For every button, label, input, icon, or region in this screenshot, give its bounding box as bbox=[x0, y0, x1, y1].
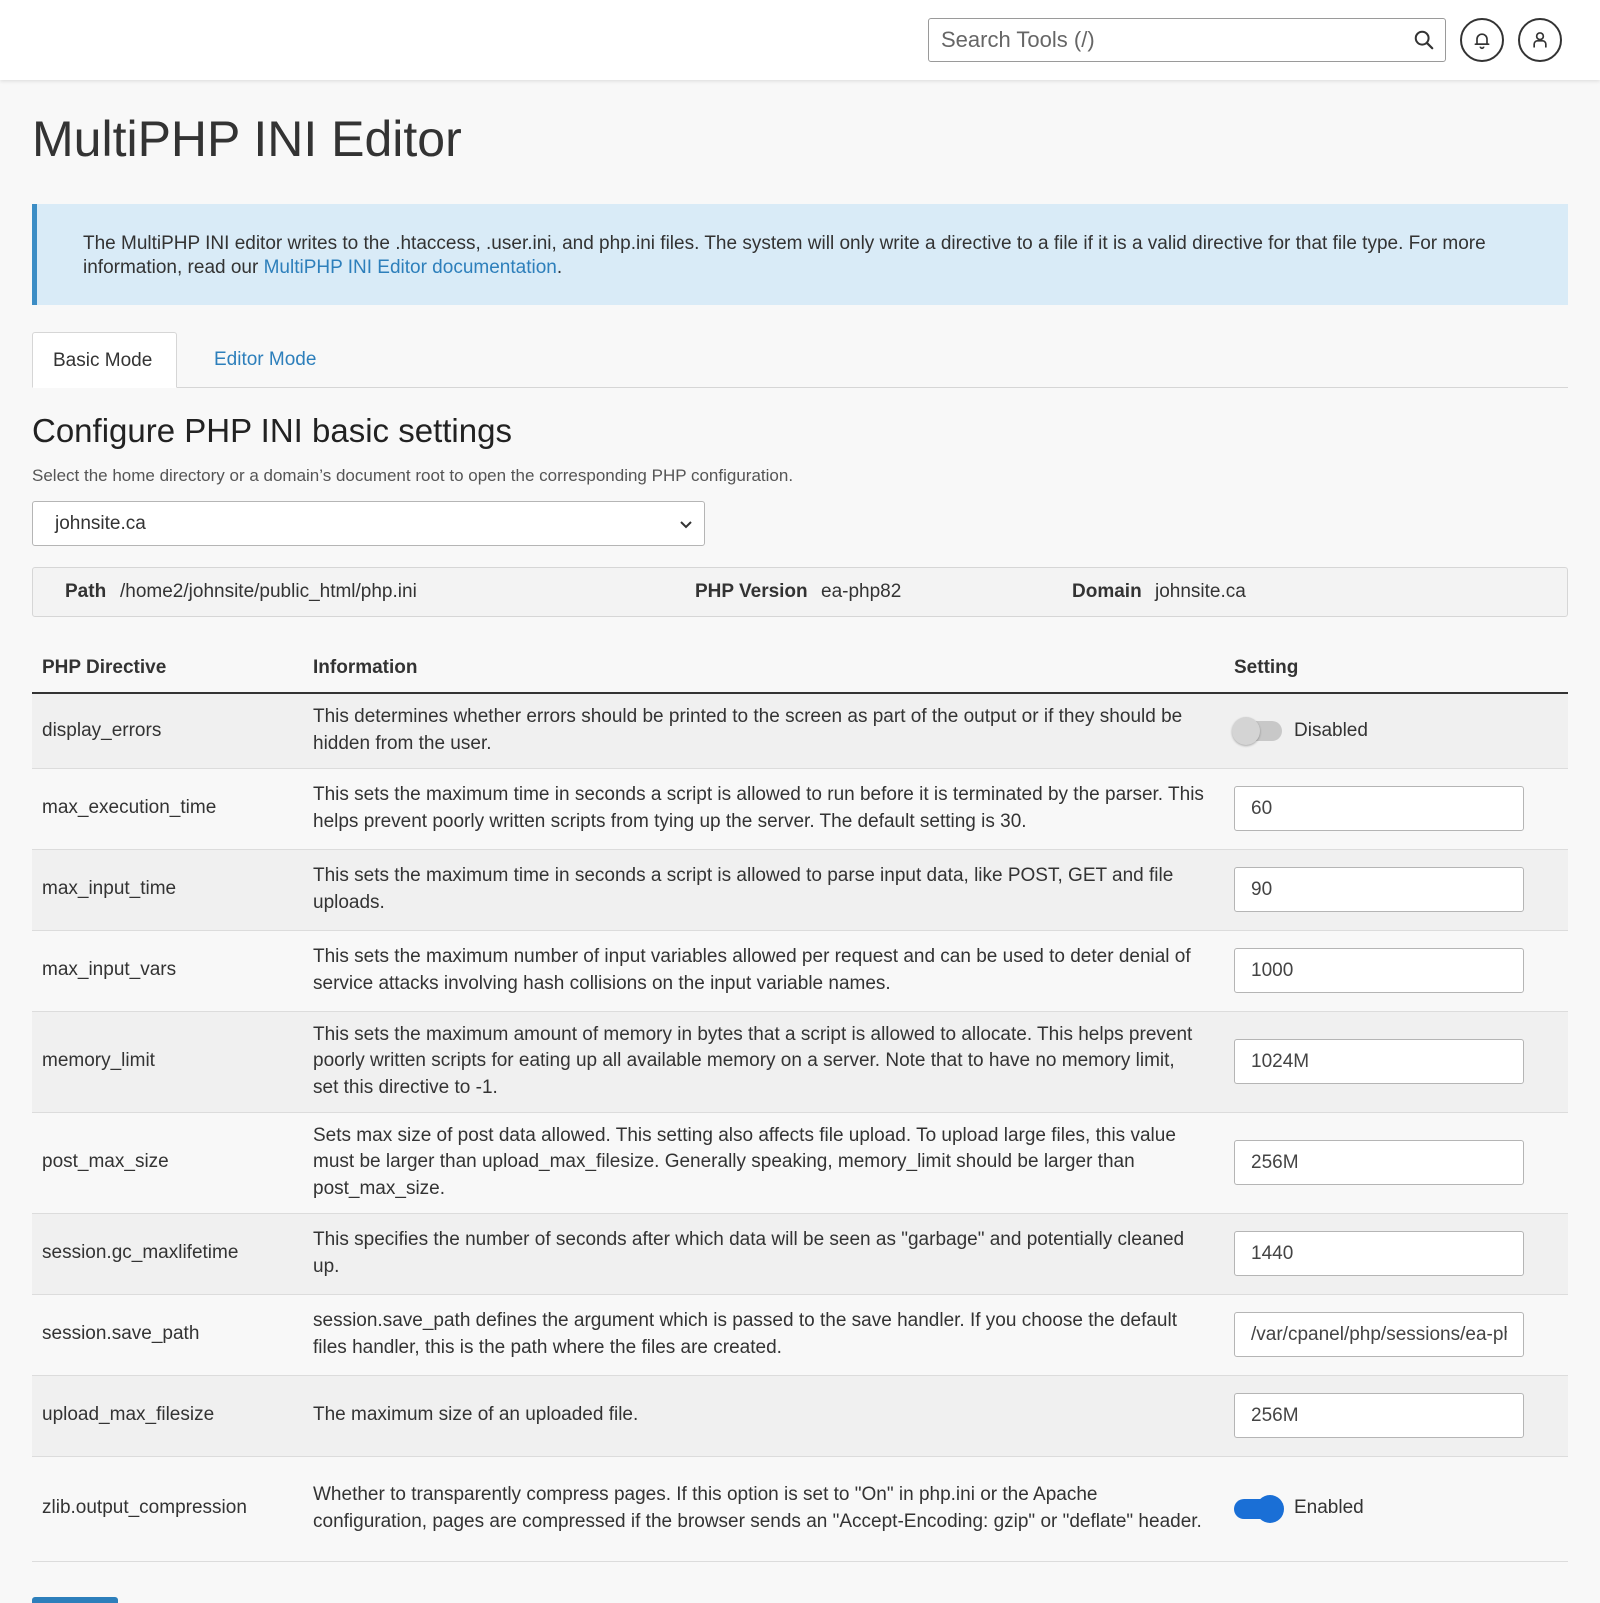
toggle-label: Disabled bbox=[1294, 719, 1368, 741]
directive-setting bbox=[1224, 1011, 1568, 1112]
toggle-switch[interactable] bbox=[1234, 1499, 1282, 1519]
setting-input[interactable] bbox=[1234, 1140, 1524, 1185]
notifications-button[interactable] bbox=[1460, 18, 1504, 62]
directive-info: This sets the maximum time in seconds a script is allowed to parse input data, like POST, GET and file uploads. bbox=[303, 849, 1224, 930]
directive-name: session.gc_maxlifetime bbox=[32, 1213, 303, 1294]
php-version-value: ea-php82 bbox=[821, 581, 902, 602]
directive-name: session.save_path bbox=[32, 1294, 303, 1375]
search-icon[interactable] bbox=[1413, 29, 1435, 51]
directive-info: This sets the maximum amount of memory in bytes that a script is allowed to allocate. This helps prevent poorly written scripts for eating up all available memory on a server. Note that to have no memory limit, set this directive to -1. bbox=[303, 1011, 1224, 1112]
path-label: Path bbox=[65, 581, 107, 602]
directive-name: zlib.output_compression bbox=[32, 1456, 303, 1561]
setting-input[interactable] bbox=[1234, 786, 1524, 831]
toggle-knob bbox=[1256, 1495, 1284, 1523]
directive-name: max_input_vars bbox=[32, 930, 303, 1011]
directive-name: upload_max_filesize bbox=[32, 1375, 303, 1456]
domain-label: Domain bbox=[1072, 581, 1142, 602]
documentation-link[interactable]: MultiPHP INI Editor documentation bbox=[263, 257, 557, 278]
user-menu-button[interactable] bbox=[1518, 18, 1562, 62]
table-row bbox=[32, 768, 1568, 849]
header-directive: PHP Directive bbox=[32, 643, 303, 693]
toggle-control[interactable] bbox=[1234, 1495, 1558, 1522]
top-bar bbox=[0, 0, 1600, 80]
directives-table bbox=[32, 643, 1568, 1562]
user-icon bbox=[1530, 30, 1550, 50]
save-button[interactable] bbox=[32, 1597, 118, 1603]
toggle-control[interactable] bbox=[1234, 718, 1558, 745]
directive-setting bbox=[1224, 1375, 1568, 1456]
search-box[interactable] bbox=[928, 18, 1446, 62]
directive-name: max_execution_time bbox=[32, 768, 303, 849]
toggle-label: Enabled bbox=[1294, 1497, 1364, 1519]
path-value: /home2/johnsite/public_html/php.ini bbox=[120, 581, 417, 602]
directive-info: This sets the maximum number of input variables allowed per request and can be used to deter denial of service attacks involving hash collisions on the input variable names. bbox=[303, 930, 1224, 1011]
domain-select[interactable] bbox=[32, 501, 705, 546]
domain-value: johnsite.ca bbox=[1155, 581, 1246, 602]
header-information: Information bbox=[303, 643, 1224, 693]
directive-info: session.save_path defines the argument which is passed to the save handler. If you choose the default files handler, this is the path where the files are created. bbox=[303, 1294, 1224, 1375]
setting-input[interactable] bbox=[1234, 1312, 1524, 1357]
alert-text-end: . bbox=[556, 257, 563, 278]
chevron-down-icon bbox=[678, 516, 694, 532]
alert-text: The MultiPHP INI editor writes to the .htaccess, .user.ini, and php.ini files. The system will only write a directive to a file if it is a valid directive for that file type. For more information, read our bbox=[83, 233, 1486, 278]
directive-info: The maximum size of an uploaded file. bbox=[303, 1375, 1224, 1456]
directive-setting bbox=[1224, 693, 1568, 768]
directive-setting bbox=[1224, 849, 1568, 930]
mode-tabs bbox=[32, 332, 1568, 388]
directive-setting bbox=[1224, 930, 1568, 1011]
directive-name: max_input_time bbox=[32, 849, 303, 930]
directive-setting bbox=[1224, 1213, 1568, 1294]
tab-editor-mode[interactable]: Editor Mode bbox=[214, 349, 317, 370]
table-row bbox=[32, 693, 1568, 768]
section-title: Configure PHP INI basic settings bbox=[32, 412, 512, 449]
directive-name: post_max_size bbox=[32, 1112, 303, 1213]
setting-input[interactable] bbox=[1234, 948, 1524, 993]
directive-name: memory_limit bbox=[32, 1011, 303, 1112]
setting-input[interactable] bbox=[1234, 1393, 1524, 1438]
directive-name: display_errors bbox=[32, 693, 303, 768]
search-input[interactable] bbox=[929, 19, 1389, 61]
table-row bbox=[32, 930, 1568, 1011]
domain-select-value: johnsite.ca bbox=[55, 513, 146, 534]
table-header-row bbox=[32, 643, 1568, 693]
directive-setting bbox=[1224, 1294, 1568, 1375]
setting-input[interactable] bbox=[1234, 1231, 1524, 1276]
header-setting: Setting bbox=[1224, 643, 1568, 693]
table-row bbox=[32, 1456, 1568, 1561]
table-row bbox=[32, 1375, 1568, 1456]
directive-info: This determines whether errors should be printed to the screen as part of the output or if they should be hidden from the user. bbox=[303, 693, 1224, 768]
bell-icon bbox=[1472, 30, 1492, 50]
toggle-knob bbox=[1232, 717, 1260, 745]
directive-setting bbox=[1224, 1456, 1568, 1561]
directive-setting bbox=[1224, 768, 1568, 849]
tab-basic-mode[interactable]: Basic Mode bbox=[32, 332, 177, 388]
directive-info: Whether to transparently compress pages. If this option is set to "On" in php.ini or the Apache configuration, pages are compressed if the browser sends an "Accept-Encoding: gzip" or "deflate" header. bbox=[303, 1456, 1224, 1561]
directive-info: This sets the maximum time in seconds a script is allowed to run before it is terminated by the parser. This helps prevent poorly written scripts from tying up the server. The default setting is 30. bbox=[303, 768, 1224, 849]
table-row bbox=[32, 1112, 1568, 1213]
php-version-label: PHP Version bbox=[695, 581, 808, 602]
setting-input[interactable] bbox=[1234, 867, 1524, 912]
page-title: MultiPHP INI Editor bbox=[32, 111, 462, 167]
section-subtitle: Select the home directory or a domain’s document root to open the corresponding PHP configuration. bbox=[32, 466, 794, 485]
directive-info: Sets max size of post data allowed. This setting also affects file upload. To upload large files, this value must be larger than upload_max_filesize. Generally speaking, memory_limit should be larger than post_max_size. bbox=[303, 1112, 1224, 1213]
table-row bbox=[32, 1294, 1568, 1375]
info-alert bbox=[32, 204, 1568, 305]
directive-setting bbox=[1224, 1112, 1568, 1213]
directive-info: This specifies the number of seconds after which data will be seen as "garbage" and potentially cleaned up. bbox=[303, 1213, 1224, 1294]
config-info-bar bbox=[32, 567, 1568, 617]
table-row bbox=[32, 1213, 1568, 1294]
toggle-switch[interactable] bbox=[1234, 721, 1282, 741]
table-row bbox=[32, 849, 1568, 930]
setting-input[interactable] bbox=[1234, 1039, 1524, 1084]
table-row bbox=[32, 1011, 1568, 1112]
